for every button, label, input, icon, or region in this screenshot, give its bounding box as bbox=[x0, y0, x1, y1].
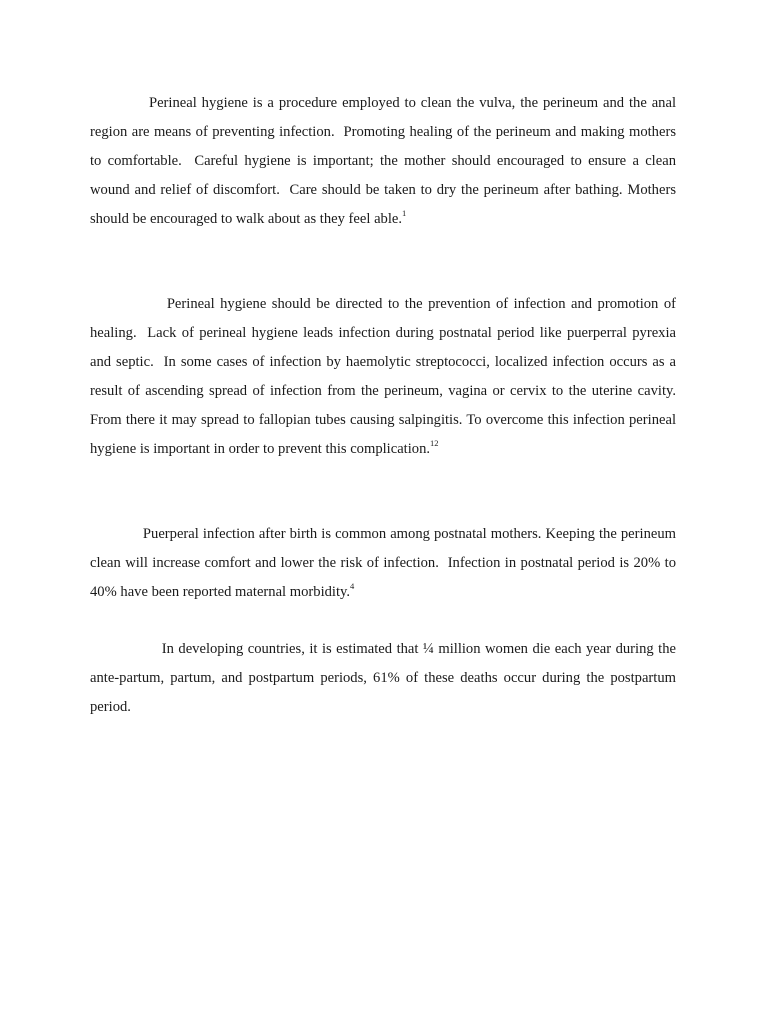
paragraph-indent bbox=[90, 296, 167, 312]
paragraph-text: Perineal hygiene should be directed to the prevention of infection and promotion of healing. Lack of perineal hygiene leads infection during postnatal period like puerperral pyrexia and septic. In some cases of infection by haemolytic streptococci, localized infection occurs as a result of ascending spread of infection from the perineum, vagina or cervix to the uterine cavity. From there it may spread to fallopian tubes causing salpingitis. To overcome this infection perineal hygiene is important in order to prevent this complication. bbox=[90, 296, 684, 457]
paragraph-puerperal-infection bbox=[90, 520, 680, 607]
paragraph-perineal-hygiene-definition bbox=[90, 89, 680, 234]
footnote-reference: 1 bbox=[402, 208, 407, 218]
paragraph-indent bbox=[90, 641, 162, 657]
paragraph-text: In developing countries, it is estimated that ¼ million women die each year during the ante-partum, partum, and postpartum periods, 61% of these deaths occur during the postpartum period. bbox=[90, 641, 680, 715]
paragraph-indent bbox=[90, 526, 143, 542]
paragraph-infection-prevention bbox=[90, 290, 684, 464]
paragraph-indent bbox=[90, 95, 149, 111]
paragraph-text: Puerperal infection after birth is common among postnatal mothers. Keeping the perineum clean will increase comfort and lower the risk of infection. Infection in postnatal period is 20% to 40% have been reported maternal morbidity. bbox=[90, 526, 680, 600]
footnote-reference: 4 bbox=[350, 581, 355, 591]
paragraph-maternal-deaths bbox=[90, 635, 680, 722]
paragraph-text: Perineal hygiene is a procedure employed to clean the vulva, the perineum and the anal region are means of preventing infection. Promoting healing of the perineum and making mothers to comfortable. Careful hygiene is important; the mother should encouraged to ensure a clean wound and relief of discomfort. Care should be taken to dry the perineum after bathing. Mothers should be encouraged to walk about as they feel able. bbox=[90, 95, 680, 227]
footnote-reference: 12 bbox=[430, 438, 439, 448]
